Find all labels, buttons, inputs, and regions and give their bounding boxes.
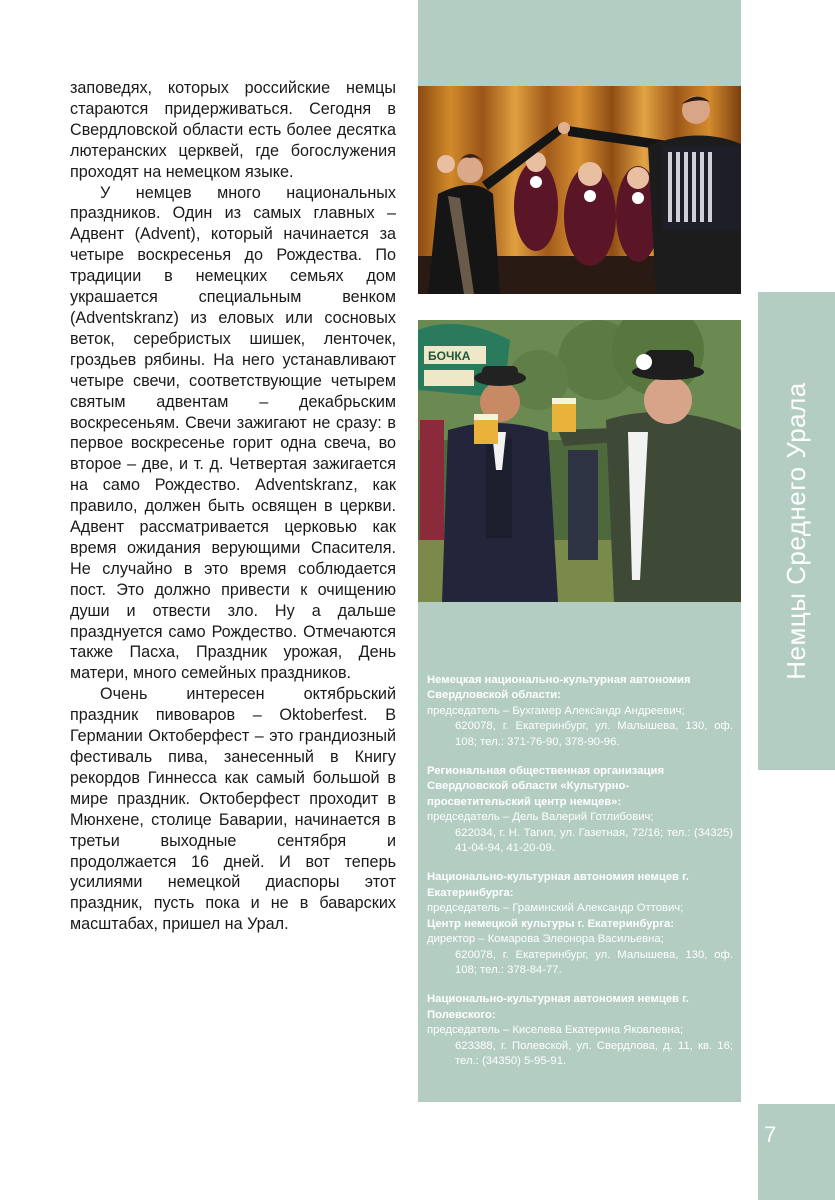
top-color-band bbox=[418, 0, 741, 86]
section-side-tab bbox=[758, 292, 835, 770]
contacts-list bbox=[427, 673, 733, 1083]
organization-title: Немецкая национально-культурная автономия Свердловской области: bbox=[427, 674, 691, 702]
organization-title: Национально-культурная автономия немцев г. Полевского: bbox=[427, 993, 689, 1021]
photo-choir-with-accordion bbox=[418, 86, 741, 294]
section-side-title: Немцы Среднего Урала bbox=[781, 382, 811, 680]
organization-line: председатель – Граминский Александр Оттович; bbox=[427, 902, 684, 915]
article-text bbox=[70, 78, 396, 935]
article-paragraph: заповедях, которых российские немцы стараются придерживаться. Сегодня в Свердловской области есть более десятка лютеранских церквей, где богослужения проходят на немецком языке. bbox=[70, 79, 396, 181]
page-number: 7 bbox=[764, 1122, 777, 1147]
organization-line: председатель – Дель Валерий Готлибович; bbox=[427, 811, 654, 824]
organization-entry bbox=[427, 870, 733, 978]
organization-line: 620078, г. Екатеринбург, ул. Малышева, 130, оф. 108; тел.: 378-84-77. bbox=[455, 948, 733, 976]
organization-line: председатель – Бухгамер Александр Андреевич; bbox=[427, 704, 685, 717]
organization-entry bbox=[427, 673, 733, 750]
organization-entry bbox=[427, 992, 733, 1069]
organization-line: директор – Комарова Элеонора Васильевна; bbox=[427, 933, 664, 946]
organization-title: Региональная общественная организация Свердловской области «Культурно-просветительский центр немцев»: bbox=[427, 765, 665, 808]
organization-line: 623388, г. Полевской, ул. Свердлова, д. 11, кв. 16; тел.: (34350) 5-95-91. bbox=[455, 1039, 733, 1067]
page-number-tab bbox=[758, 1104, 835, 1200]
article-paragraph: У немцев много национальных праздников. Один из самых главных – Адвент (Advent), который начинается за четыре воскресенья до Рождества. По традиции в немецких семьях дом украшается специальным венком (Adventskranz) из еловых или сосновых веток, серебристых шишек, ленточек, гроздьев рябины. На него устанавливают четыре свечи, соответствующие четырем святым адвентам – декабрьским воскресеньям. Свечи зажигают не сразу: в первое воскресенье горит одна свеча, во второе – две, и т. д. Четвертая зажигается на само Рождество. Adventskranz, как правило, должен быть освящен в церкви. Адвент рассматривается церковью как время ожидания верующими Спасителя. Не случайно в это время соблюдается пост. Это должно привести к очищению души и отвести зло. Ну а дальше празднуется само Рождество. Отмечаются также Пасха, Праздник урожая, День матери, много семейных праздников. bbox=[70, 183, 396, 683]
article-paragraph: Очень интересен октябрьский праздник пивоваров – Oktoberfest. В Германии Октоберфест – это грандиозный фестиваль пива, занесенный в Книгу рекордов Гиннесса как самый большой в мире праздник. Октоберфест проходит в Мюнхене, столице Баварии, начинается в третьи выходные сентября и продолжается 16 дней. И вот теперь усилиями немецкой диаспоры этот праздник, пусть пока и не в баварских масштабах, пришел на Урал. bbox=[70, 685, 396, 934]
organization-line: председатель – Киселева Екатерина Яковлевна; bbox=[427, 1024, 684, 1037]
organization-line: 622034, г. Н. Тагил, ул. Газетная, 72/16; тел.: (34325) 41-04-94, 41-20-09. bbox=[455, 826, 733, 855]
organization-entry bbox=[427, 764, 733, 856]
umbrella-sign-text: БОЧКА bbox=[428, 349, 471, 363]
organization-subtitle: Центр немецкой культуры г. Екатеринбурга: bbox=[427, 917, 675, 930]
photo-oktoberfest-toast bbox=[418, 320, 741, 602]
organization-title: Национально-культурная автономия немцев г. Екатеринбурга: bbox=[427, 871, 689, 899]
organization-line: 620078, г. Екатеринбург, ул. Малышева, 130, оф. 108; тел.: 371-76-90, 378-90-96. bbox=[455, 720, 733, 748]
